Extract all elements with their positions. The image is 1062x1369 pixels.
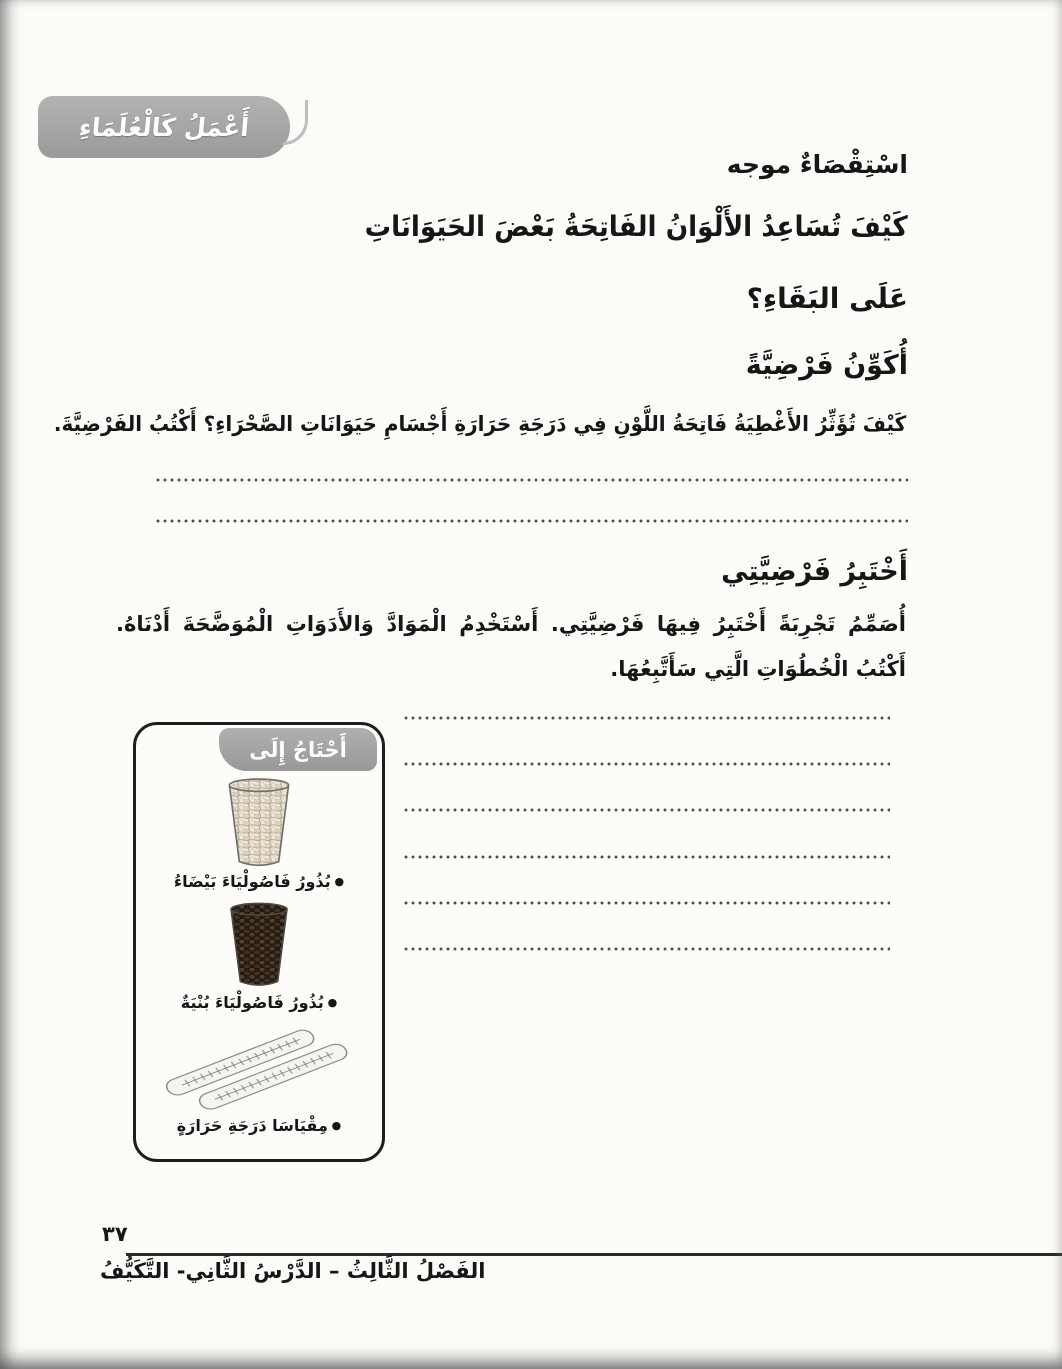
- guided-inquiry-label: اسْتِقْصَاءٌ موجه: [726, 150, 908, 179]
- test-hypothesis-heading: أَخْتَبِرُ فَرْضِيَّتِي: [721, 556, 908, 587]
- material-label: ● بُذُورُ فَاصُولْيَاءَ بُنْيَةٌ: [181, 993, 337, 1012]
- banner-label: أَعْمَلُ كَالْعُلَمَاءِ: [77, 112, 251, 142]
- material-item-thermometers: [157, 1021, 361, 1144]
- form-hypothesis-heading: أُكَوِّنُ فَرْضِيَّةً: [745, 350, 908, 381]
- steps-answer-line: [404, 808, 890, 812]
- page-number: ٣٧: [102, 1222, 128, 1246]
- steps-answer-line: [404, 947, 890, 951]
- work-like-scientists-banner: [38, 96, 290, 158]
- hypothesis-answer-line: [156, 519, 908, 523]
- chapter-lesson-label: الفَصْلُ الثَّالِثُ – الدَّرْسُ الثَّانِي- التَّكَيُّفُ: [100, 1259, 486, 1283]
- materials-box: [133, 722, 385, 1162]
- form-hypothesis-prompt: كَيْفَ تُؤَثِّرُ الأَغْطِيَةُ فَاتِحَةُ اللَّوْنِ فِي دَرَجَةِ حَرَارَةِ أَجْسَامِ حَيَوَانَاتِ الصَّحْرَاءِ؟ أَكْتُبُ الفَرْضِيَّةَ.: [53, 412, 906, 436]
- test-hypothesis-prompt: أُصَمِّمُ تَجْرِبَةً أَخْتَبِرُ فِيهَا فَرْضِيَّتِي. أَسْتَخْدِمُ الْمَوَادَّ وَالأَدَوَاتِ الْمُوَضَّحَةَ أَدْنَاهُ. أَكْتُبُ الْخُطُوَاتِ الَّتِي سَأَتَّبِعُهَا.: [116, 612, 906, 681]
- hypothesis-answer-line: [156, 478, 908, 482]
- material-item-white-beans: [174, 777, 344, 900]
- steps-answer-line: [404, 762, 890, 766]
- steps-answer-line: [404, 716, 890, 720]
- thermometers-icon: [157, 1021, 361, 1113]
- cup-of-brown-beans-icon: [224, 900, 294, 990]
- material-label: ● مِقْيَاسَا دَرَجَةِ حَرَارَةٍ: [177, 1116, 342, 1135]
- inquiry-question-line2: عَلَى البَقَاءِ؟: [746, 282, 908, 315]
- steps-answer-line: [404, 855, 890, 859]
- steps-answer-line: [404, 901, 890, 905]
- i-need-tab: أَحْتَاجُ إِلَى: [219, 728, 377, 771]
- materials-list: [136, 725, 382, 1159]
- material-item-brown-beans: [181, 900, 337, 1021]
- footer-rule: [126, 1253, 1062, 1256]
- inquiry-question-line1: كَيْفَ تُسَاعِدُ الأَلْوَانُ الفَاتِحَةُ بَعْضَ الحَيَوَانَاتِ: [365, 210, 908, 243]
- cup-of-white-beans-icon: [222, 777, 296, 869]
- material-label: ● بُذُورُ فَاصُولْيَاءَ بَيْضَاءُ: [174, 872, 344, 891]
